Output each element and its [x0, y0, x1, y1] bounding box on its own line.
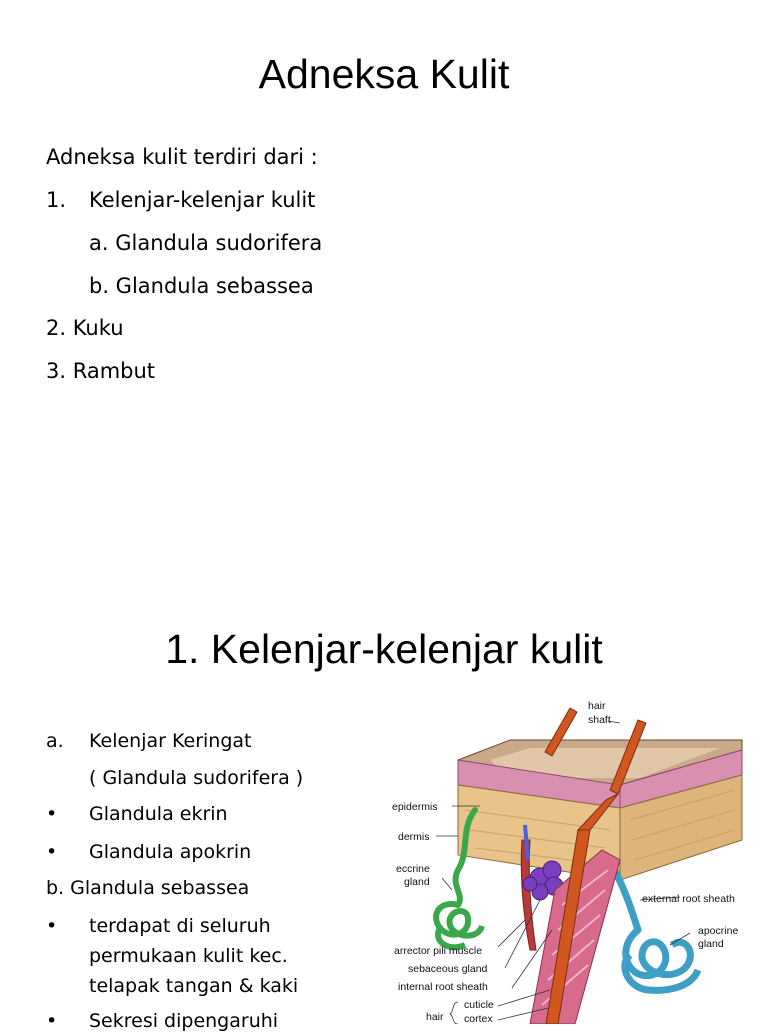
label-apocrine-1: apocrine — [698, 925, 739, 937]
slide-title: 1. Kelenjar-kelenjar kulit — [165, 626, 603, 672]
skin-diagram — [380, 690, 768, 1024]
label-dermis: dermis — [398, 831, 430, 843]
label-hair-shaft-2: shaft — [588, 714, 611, 726]
label-cortex: cortex — [464, 1013, 493, 1024]
list-item-1a: a. Glandula sudorifera — [89, 231, 323, 255]
bullet-item-ekrin: Glandula ekrin — [89, 803, 228, 825]
bullet-item-apokrin: Glandula apokrin — [89, 841, 252, 863]
apocrine-gland — [625, 930, 698, 990]
bullet-item-line2: permukaan kulit kec. — [89, 945, 288, 967]
bullet-icon: • — [46, 841, 58, 863]
list-item-b: b. Glandula sebassea — [46, 877, 250, 899]
label-internal-root-sheath: internal root sheath — [398, 981, 488, 993]
bullet-icon: • — [46, 803, 58, 825]
label-hair-shaft-1: hair — [588, 700, 606, 712]
eccrine-gland — [436, 904, 482, 947]
label-external-root-sheath: external root sheath — [642, 893, 735, 905]
hair-brace — [450, 1002, 458, 1024]
list-item-a: Kelenjar Keringat — [89, 730, 252, 752]
label-epidermis: epidermis — [392, 801, 438, 813]
slide-title: Adneksa Kulit — [258, 51, 510, 97]
label-sebaceous: sebaceous gland — [408, 963, 488, 975]
bullet-icon: • — [46, 915, 58, 937]
label-eccrine-1: eccrine — [396, 863, 430, 875]
bullet-item-line3: telapak tangan & kaki — [89, 975, 299, 997]
bullet-item-line1: terdapat di seluruh — [89, 915, 271, 937]
list-item-1b: b. Glandula sebassea — [89, 274, 314, 298]
label-arrector-pili: arrector pili muscle — [394, 945, 483, 957]
list-item-1-text: Kelenjar-kelenjar kulit — [89, 188, 316, 212]
bullet-icon: • — [46, 1010, 58, 1032]
intro-text: Adneksa kulit terdiri dari : — [46, 145, 318, 169]
list-marker-a: a. — [46, 730, 64, 752]
label-hair: hair — [426, 1011, 444, 1023]
bullet-item-partial: Sekresi dipengaruhi — [89, 1010, 279, 1032]
list-item-a-sub: ( Glandula sudorifera ) — [89, 767, 304, 789]
label-eccrine-2: gland — [404, 876, 430, 888]
list-item-2: 2. Kuku — [46, 316, 124, 340]
list-item-3: 3. Rambut — [46, 359, 156, 383]
list-item-1-number: 1. — [46, 188, 67, 212]
label-apocrine-2: gland — [698, 938, 724, 950]
label-cuticle: cuticle — [464, 999, 494, 1011]
